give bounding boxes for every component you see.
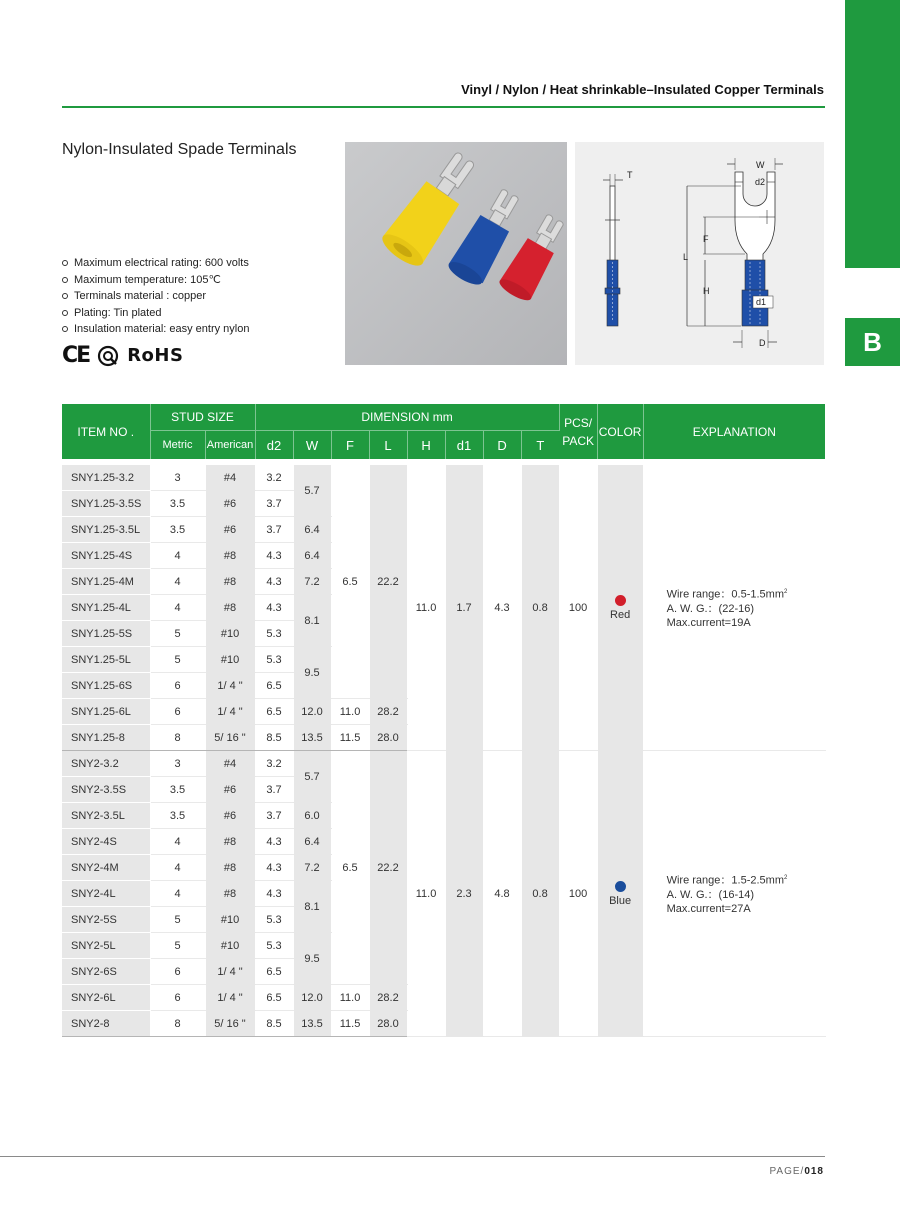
spade-dimension-drawing-icon: [575, 142, 824, 365]
metric-cell: 6: [150, 985, 205, 1011]
american-cell: #10: [205, 933, 255, 959]
header-W: W: [293, 431, 331, 460]
l-cell: 22.2: [369, 751, 407, 985]
item-no-cell: SNY2-3.2: [62, 751, 150, 777]
feature-item: Maximum electrical rating: 600 volts: [62, 255, 249, 272]
item-no-cell: SNY1.25-8: [62, 725, 150, 751]
table-row: [62, 751, 825, 777]
header-d2: d2: [255, 431, 293, 460]
american-cell: #8: [205, 881, 255, 907]
feature-item: Insulation material: easy entry nylon: [62, 321, 249, 338]
item-no-cell: SNY2-5L: [62, 933, 150, 959]
w-cell: 9.5: [293, 933, 331, 985]
d2-cell: 4.3: [255, 569, 293, 595]
f-cell: 11.5: [331, 1011, 369, 1037]
feature-list: [62, 255, 249, 338]
metric-cell: 3.5: [150, 803, 205, 829]
american-cell: #6: [205, 517, 255, 543]
metric-cell: 4: [150, 543, 205, 569]
header-H: H: [407, 431, 445, 460]
metric-cell: 6: [150, 959, 205, 985]
w-cell: 7.2: [293, 855, 331, 881]
metric-cell: 5: [150, 907, 205, 933]
d2-cell: 4.3: [255, 595, 293, 621]
w-cell: 5.7: [293, 751, 331, 803]
american-cell: #4: [205, 751, 255, 777]
metric-cell: 5: [150, 621, 205, 647]
d-cell: 4.3: [483, 465, 521, 751]
diagram-label-L: L: [683, 252, 689, 262]
certification-logos: [62, 343, 183, 368]
feature-item: Plating: Tin plated: [62, 305, 249, 322]
w-cell: 12.0: [293, 699, 331, 725]
d1-cell: 1.7: [445, 465, 483, 751]
color-name: Blue: [609, 894, 632, 907]
awg-range: A. W. G.：(16-14): [666, 888, 755, 901]
f-cell: 6.5: [331, 751, 369, 985]
d2-cell: 3.7: [255, 777, 293, 803]
metric-cell: 3.5: [150, 777, 205, 803]
item-no-cell: SNY1.25-5S: [62, 621, 150, 647]
max-current: Max.current=27A: [666, 902, 751, 915]
explanation-cell: [643, 465, 825, 751]
item-no-cell: SNY2-6S: [62, 959, 150, 985]
color-cell: [597, 465, 643, 751]
w-cell: 5.7: [293, 465, 331, 517]
l-cell: 22.2: [369, 465, 407, 699]
w-cell: 6.4: [293, 829, 331, 855]
d2-cell: 4.3: [255, 881, 293, 907]
color-dot-icon: [615, 595, 626, 606]
american-cell: 1/ 4 ": [205, 699, 255, 725]
product-title: Nylon-Insulated Spade Terminals: [62, 141, 297, 158]
header-item-no: ITEM NO .: [62, 404, 150, 459]
header-L: L: [369, 431, 407, 460]
pcs-pack-cell: 100: [559, 751, 597, 1037]
metric-cell: 8: [150, 725, 205, 751]
d2-cell: 8.5: [255, 725, 293, 751]
w-cell: 6.4: [293, 517, 331, 543]
header-F: F: [331, 431, 369, 460]
l-cell: 28.2: [369, 985, 407, 1011]
diagram-label-F: F: [703, 234, 709, 244]
header-divider: [62, 106, 825, 108]
american-cell: 1/ 4 ": [205, 985, 255, 1011]
h-cell: 11.0: [407, 751, 445, 1037]
max-current: Max.current=19A: [666, 616, 751, 629]
color-dot-icon: [615, 881, 626, 892]
metric-cell: 4: [150, 855, 205, 881]
metric-cell: 5: [150, 933, 205, 959]
t-cell: 0.8: [521, 751, 559, 1037]
metric-cell: 3.5: [150, 491, 205, 517]
metric-cell: 3.5: [150, 517, 205, 543]
item-no-cell: SNY1.25-3.5S: [62, 491, 150, 517]
feature-item: Terminals material : copper: [62, 288, 249, 305]
d2-cell: 6.5: [255, 959, 293, 985]
l-cell: 28.0: [369, 1011, 407, 1037]
item-no-cell: SNY2-4L: [62, 881, 150, 907]
footer-divider: [0, 1156, 825, 1157]
w-cell: 8.1: [293, 595, 331, 647]
w-cell: 6.4: [293, 543, 331, 569]
wire-range: Wire range：$0.5-1.5mm^2$: [666, 588, 788, 601]
w-cell: 13.5: [293, 1011, 331, 1037]
header-american: American: [205, 431, 255, 460]
d2-cell: 3.2: [255, 751, 293, 777]
item-no-cell: SNY2-3.5S: [62, 777, 150, 803]
diagram-label-T: T: [627, 170, 633, 180]
metric-cell: 6: [150, 673, 205, 699]
f-cell: 11.5: [331, 725, 369, 751]
header-stud-size: STUD SIZE: [150, 404, 255, 431]
l-cell: 28.0: [369, 725, 407, 751]
awg-range: A. W. G.：(22-16): [666, 602, 755, 615]
metric-cell: 5: [150, 647, 205, 673]
d2-cell: 5.3: [255, 647, 293, 673]
diagram-label-W: W: [756, 160, 765, 170]
d2-cell: 4.3: [255, 829, 293, 855]
american-cell: 5/ 16 ": [205, 725, 255, 751]
w-cell: 12.0: [293, 985, 331, 1011]
d2-cell: 3.7: [255, 517, 293, 543]
h-cell: 11.0: [407, 465, 445, 751]
metric-cell: 6: [150, 699, 205, 725]
d2-cell: 5.3: [255, 621, 293, 647]
item-no-cell: SNY2-5S: [62, 907, 150, 933]
metric-cell: 3: [150, 751, 205, 777]
table-row: [62, 465, 825, 491]
d2-cell: 6.5: [255, 673, 293, 699]
american-cell: #8: [205, 595, 255, 621]
l-cell: 28.2: [369, 699, 407, 725]
certification-seal-icon: [97, 345, 119, 367]
header-dimension: DIMENSION mm: [255, 404, 559, 431]
american-cell: #8: [205, 829, 255, 855]
american-cell: #10: [205, 907, 255, 933]
american-cell: #10: [205, 647, 255, 673]
bullet-icon: [62, 260, 68, 266]
d2-cell: 5.3: [255, 933, 293, 959]
f-cell: 11.0: [331, 985, 369, 1011]
bullet-icon: [62, 326, 68, 332]
ce-mark-icon: CE: [62, 343, 90, 368]
w-cell: 9.5: [293, 647, 331, 699]
d2-cell: 4.3: [255, 855, 293, 881]
d2-cell: 6.5: [255, 985, 293, 1011]
item-no-cell: SNY1.25-4S: [62, 543, 150, 569]
american-cell: #10: [205, 621, 255, 647]
side-color-tab: [845, 0, 900, 268]
diagram-label-d1: d1: [756, 297, 767, 307]
d2-cell: 8.5: [255, 1011, 293, 1037]
d-cell: 4.8: [483, 751, 521, 1037]
diagram-label-d2: d2: [755, 177, 766, 187]
d2-cell: 4.3: [255, 543, 293, 569]
bullet-icon: [62, 293, 68, 299]
item-no-cell: SNY1.25-6L: [62, 699, 150, 725]
item-no-cell: SNY2-4S: [62, 829, 150, 855]
header-metric: Metric: [150, 431, 205, 460]
item-no-cell: SNY1.25-4L: [62, 595, 150, 621]
american-cell: 1/ 4 ": [205, 959, 255, 985]
item-no-cell: SNY1.25-6S: [62, 673, 150, 699]
d2-cell: 3.2: [255, 465, 293, 491]
header-color: COLOR: [597, 404, 643, 459]
header-D: D: [483, 431, 521, 460]
f-cell: 6.5: [331, 465, 369, 699]
american-cell: #8: [205, 569, 255, 595]
color-cell: [597, 751, 643, 1037]
metric-cell: 4: [150, 595, 205, 621]
w-cell: 8.1: [293, 881, 331, 933]
header-pcs-pack: PCS/ PACK: [559, 404, 597, 459]
metric-cell: 4: [150, 569, 205, 595]
product-photo: [345, 142, 567, 365]
spade-terminals-photo-icon: [345, 142, 567, 365]
american-cell: #4: [205, 465, 255, 491]
pcs-pack-cell: 100: [559, 465, 597, 751]
item-no-cell: SNY2-3.5L: [62, 803, 150, 829]
item-no-cell: SNY1.25-3.5L: [62, 517, 150, 543]
american-cell: #6: [205, 491, 255, 517]
rohs-mark: RoHS: [127, 345, 184, 366]
item-no-cell: SNY2-6L: [62, 985, 150, 1011]
item-no-cell: SNY2-4M: [62, 855, 150, 881]
metric-cell: 4: [150, 829, 205, 855]
d2-cell: 3.7: [255, 491, 293, 517]
w-cell: 7.2: [293, 569, 331, 595]
bullet-icon: [62, 277, 68, 283]
d2-cell: 6.5: [255, 699, 293, 725]
american-cell: #8: [205, 855, 255, 881]
section-letter: B: [845, 318, 900, 366]
f-cell: 11.0: [331, 699, 369, 725]
item-no-cell: SNY1.25-4M: [62, 569, 150, 595]
metric-cell: 8: [150, 1011, 205, 1037]
d1-cell: 2.3: [445, 751, 483, 1037]
wire-range: Wire range：$1.5-2.5mm^2$: [666, 874, 788, 887]
explanation-cell: [643, 751, 825, 1037]
dimension-diagram: [575, 142, 824, 365]
d2-cell: 3.7: [255, 803, 293, 829]
header-T: T: [521, 431, 559, 460]
american-cell: #6: [205, 777, 255, 803]
spec-table: [62, 404, 826, 1037]
d2-cell: 5.3: [255, 907, 293, 933]
bullet-icon: [62, 310, 68, 316]
american-cell: #6: [205, 803, 255, 829]
feature-item: Maximum temperature: 105℃: [62, 272, 249, 289]
header-d1: d1: [445, 431, 483, 460]
color-name: Red: [610, 608, 631, 621]
diagram-label-H: H: [703, 286, 710, 296]
t-cell: 0.8: [521, 465, 559, 751]
header-title: Vinyl / Nylon / Heat shrinkable–Insulated Copper Terminals: [461, 82, 824, 97]
american-cell: #8: [205, 543, 255, 569]
american-cell: 5/ 16 ": [205, 1011, 255, 1037]
item-no-cell: SNY2-8: [62, 1011, 150, 1037]
w-cell: 13.5: [293, 725, 331, 751]
diagram-label-D: D: [759, 338, 766, 348]
header-explanation: EXPLANATION: [643, 404, 825, 459]
item-no-cell: SNY1.25-3.2: [62, 465, 150, 491]
metric-cell: 4: [150, 881, 205, 907]
american-cell: 1/ 4 ": [205, 673, 255, 699]
metric-cell: 3: [150, 465, 205, 491]
spec-table-body: [62, 459, 825, 1037]
w-cell: 6.0: [293, 803, 331, 829]
page-number: PAGE/018: [769, 1166, 824, 1177]
item-no-cell: SNY1.25-5L: [62, 647, 150, 673]
